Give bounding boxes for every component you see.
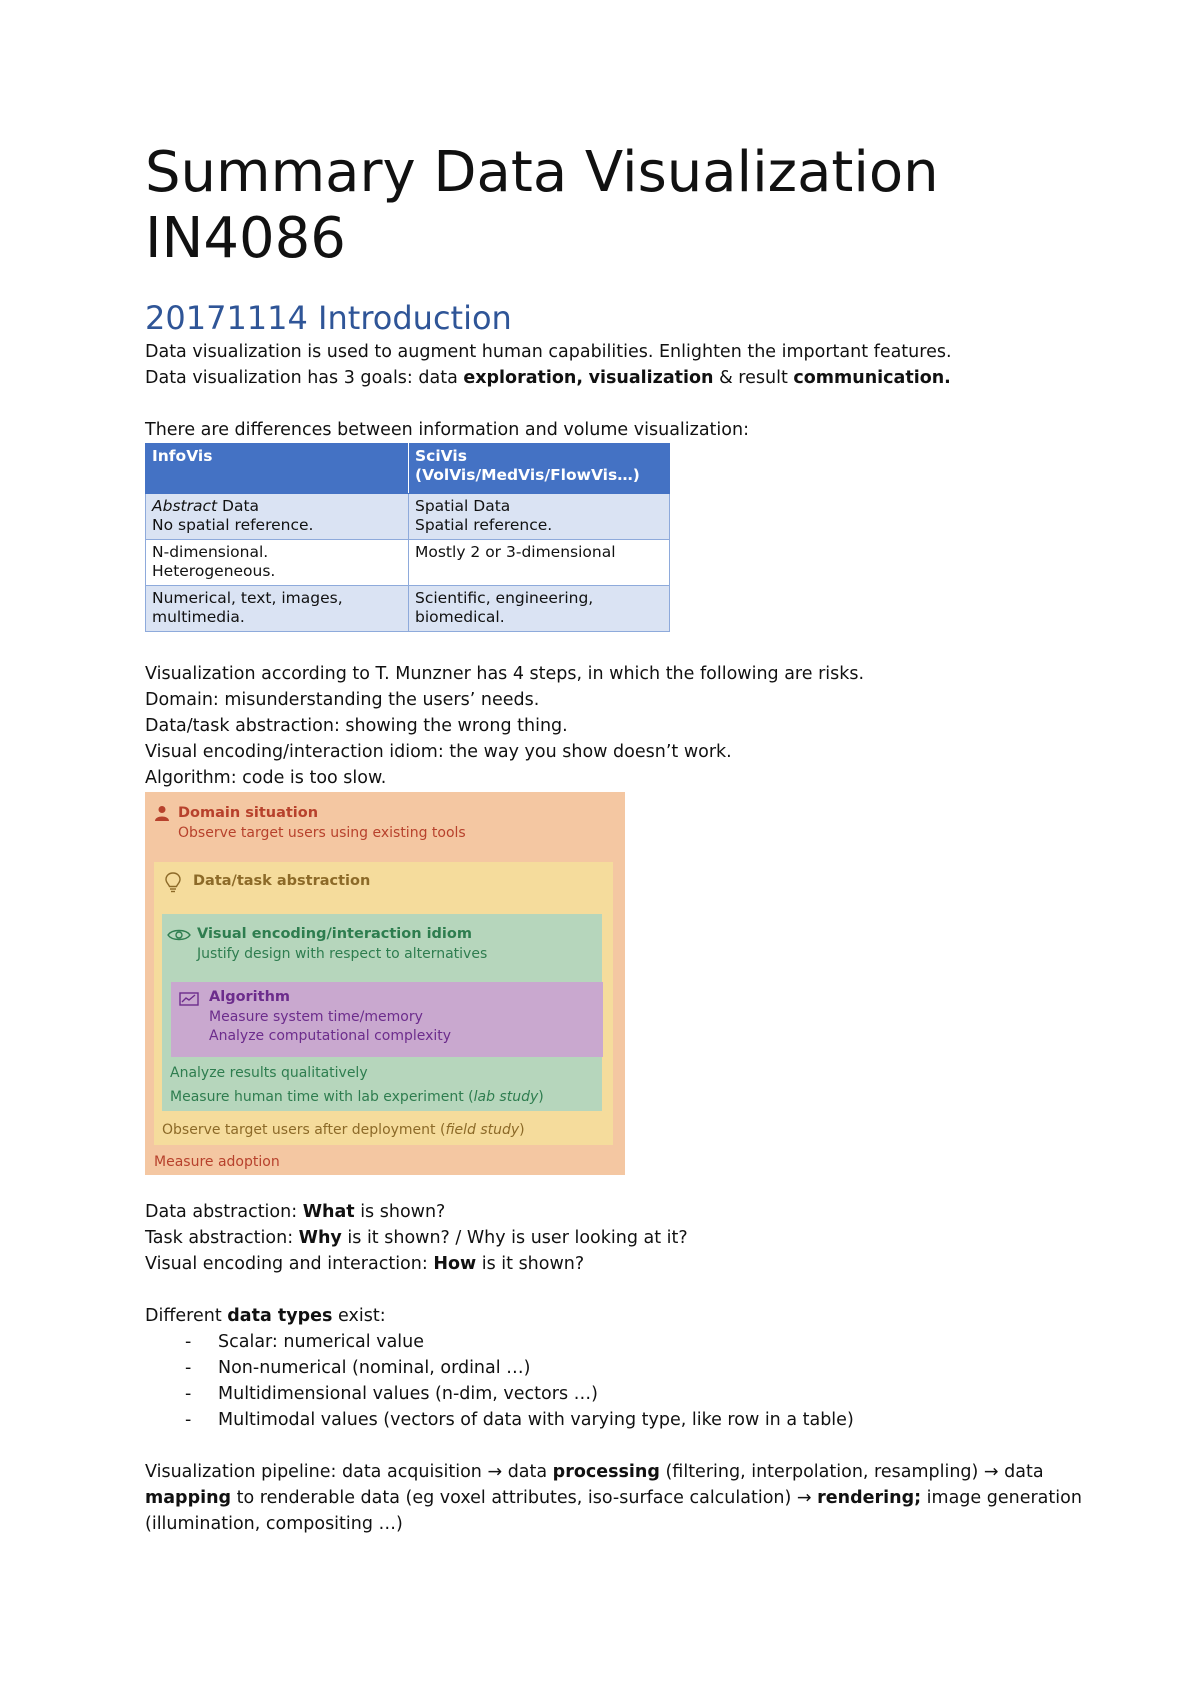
text-run: Numerical, text, images, bbox=[152, 589, 343, 607]
text-run: to renderable data (eg voxel attributes, iso-surface calculation) bbox=[231, 1488, 797, 1508]
text-run: multimedia. bbox=[152, 608, 245, 626]
text-run: Measure human time with lab experiment ( bbox=[170, 1089, 474, 1105]
text-run: image generation bbox=[921, 1488, 1082, 1508]
list-dash: - bbox=[185, 1410, 192, 1430]
text-run: Spatial Data bbox=[415, 497, 511, 515]
table-row bbox=[146, 586, 670, 632]
text-run: ) bbox=[519, 1122, 525, 1138]
domain-situation-title: Domain situation bbox=[178, 805, 319, 821]
title-line-1: Summary Data Visualization bbox=[145, 140, 939, 205]
list-dash: - bbox=[185, 1332, 192, 1352]
algorithm-subtitle-1: Measure system time/memory bbox=[209, 1009, 423, 1025]
text-run: is it shown? bbox=[476, 1254, 585, 1274]
munzner-line-1: Visualization according to T. Munzner has 4 steps, in which the following are risks. bbox=[145, 664, 865, 684]
algorithm-subtitle-2: Analyze computational complexity bbox=[209, 1028, 452, 1044]
person-icon bbox=[154, 805, 170, 821]
table-cell bbox=[409, 586, 670, 632]
text-run: Observe target users after deployment ( bbox=[162, 1122, 446, 1138]
pipeline-line-2 bbox=[145, 1485, 1082, 1511]
list-dash: - bbox=[185, 1358, 192, 1378]
comparison-table bbox=[145, 443, 670, 632]
list-item: Multimodal values (vectors of data with varying type, like row in a table) bbox=[218, 1410, 854, 1430]
munzner-line-2: Domain: misunderstanding the users’ needs. bbox=[145, 690, 540, 710]
chart-icon bbox=[179, 992, 199, 1006]
text-run: & result bbox=[713, 368, 794, 388]
text-run: biomedical. bbox=[415, 608, 505, 626]
table-cell bbox=[146, 494, 409, 540]
text-run: exist: bbox=[332, 1306, 386, 1326]
bold-run: exploration, bbox=[463, 368, 584, 388]
arrow-icon: → bbox=[983, 1462, 999, 1482]
italic-run: field study bbox=[445, 1122, 520, 1138]
orange-footer: Measure adoption bbox=[154, 1154, 280, 1170]
visual-encoding-subtitle: Justify design with respect to alternatives bbox=[197, 946, 488, 962]
algorithm-title: Algorithm bbox=[209, 989, 291, 1005]
bold-run: How bbox=[433, 1254, 477, 1274]
munzner-line-3: Data/task abstraction: showing the wrong thing. bbox=[145, 716, 568, 736]
text-run: N-dimensional. bbox=[152, 543, 269, 561]
text-run: data bbox=[998, 1462, 1044, 1482]
arrow-icon: → bbox=[487, 1462, 503, 1482]
green-footer-2 bbox=[170, 1088, 544, 1106]
lightbulb-icon bbox=[165, 872, 181, 894]
intro-line-1: Data visualization is used to augment human capabilities. Enlighten the important features. bbox=[145, 342, 952, 362]
header-scivis-line-1: SciVis bbox=[415, 447, 467, 465]
abstraction-line-2 bbox=[145, 1225, 688, 1251]
abstraction-line-3 bbox=[145, 1251, 584, 1277]
munzner-nested-model-diagram bbox=[145, 792, 625, 1175]
eye-icon bbox=[167, 928, 191, 942]
bold-run: data types bbox=[227, 1306, 333, 1326]
bold-run: rendering; bbox=[817, 1488, 922, 1508]
section-heading: 20171114 Introduction bbox=[145, 299, 512, 337]
bold-run: visualization bbox=[588, 368, 714, 388]
page-title bbox=[145, 140, 1045, 272]
text-run: Spatial reference. bbox=[415, 516, 553, 534]
text-run: Different bbox=[145, 1306, 228, 1326]
arrow-icon: → bbox=[796, 1488, 812, 1508]
visual-encoding-title: Visual encoding/interaction idiom bbox=[197, 926, 472, 942]
pipeline-line-3: (illumination, compositing …) bbox=[145, 1514, 403, 1534]
table-header-row bbox=[146, 444, 670, 494]
list-item: Non-numerical (nominal, ordinal …) bbox=[218, 1358, 531, 1378]
text-run: Visualization pipeline: data acquisition bbox=[145, 1462, 488, 1482]
text-run: Data bbox=[217, 497, 260, 515]
bold-run: processing bbox=[552, 1462, 660, 1482]
bold-run: What bbox=[302, 1202, 355, 1222]
header-infovis: InfoVis bbox=[146, 444, 409, 494]
yellow-footer bbox=[162, 1121, 525, 1139]
text-run: Visual encoding and interaction: bbox=[145, 1254, 434, 1274]
italic-run: Abstract bbox=[152, 497, 218, 515]
munzner-line-5: Algorithm: code is too slow. bbox=[145, 768, 387, 788]
table-cell bbox=[146, 586, 409, 632]
table-cell bbox=[146, 540, 409, 586]
text-run: (filtering, interpolation, resampling) bbox=[659, 1462, 984, 1482]
green-footer-1: Analyze results qualitatively bbox=[170, 1065, 368, 1081]
text-run: Data abstraction: bbox=[145, 1202, 303, 1222]
table-cell bbox=[409, 540, 670, 586]
bold-run: communication. bbox=[793, 368, 951, 388]
abstraction-line-1 bbox=[145, 1199, 445, 1225]
table-row bbox=[146, 494, 670, 540]
pipeline-line-1 bbox=[145, 1459, 1044, 1485]
header-scivis-line-2: (VolVis/MedVis/FlowVis…) bbox=[415, 466, 640, 484]
list-dash: - bbox=[185, 1384, 192, 1404]
data-task-abstraction-title: Data/task abstraction bbox=[193, 873, 371, 889]
text-run: Heterogeneous. bbox=[152, 562, 276, 580]
datatypes-intro bbox=[145, 1303, 386, 1329]
italic-run: lab study bbox=[473, 1089, 539, 1105]
bold-run: mapping bbox=[145, 1488, 232, 1508]
text-run: is shown? bbox=[354, 1202, 446, 1222]
text-run: Data visualization has 3 goals: data bbox=[145, 368, 464, 388]
text-run: Mostly 2 or 3-dimensional bbox=[415, 543, 616, 561]
table-cell bbox=[409, 494, 670, 540]
table-row bbox=[146, 540, 670, 586]
text-run: data bbox=[502, 1462, 553, 1482]
intro-line-3: There are differences between information and volume visualization: bbox=[145, 420, 749, 440]
text-run: is it shown? / Why is user looking at it? bbox=[341, 1228, 688, 1248]
title-line-2: IN4086 bbox=[145, 206, 346, 271]
header-scivis bbox=[409, 444, 670, 494]
intro-line-2 bbox=[145, 365, 951, 391]
text-run: Task abstraction: bbox=[145, 1228, 299, 1248]
text-run: ) bbox=[538, 1089, 544, 1105]
text-run: No spatial reference. bbox=[152, 516, 314, 534]
list-item: Scalar: numerical value bbox=[218, 1332, 425, 1352]
munzner-line-4: Visual encoding/interaction idiom: the way you show doesn’t work. bbox=[145, 742, 732, 762]
domain-situation-subtitle: Observe target users using existing tools bbox=[178, 825, 466, 841]
bold-run: Why bbox=[298, 1228, 342, 1248]
list-item: Multidimensional values (n-dim, vectors …) bbox=[218, 1384, 598, 1404]
text-run: Scientific, engineering, bbox=[415, 589, 594, 607]
